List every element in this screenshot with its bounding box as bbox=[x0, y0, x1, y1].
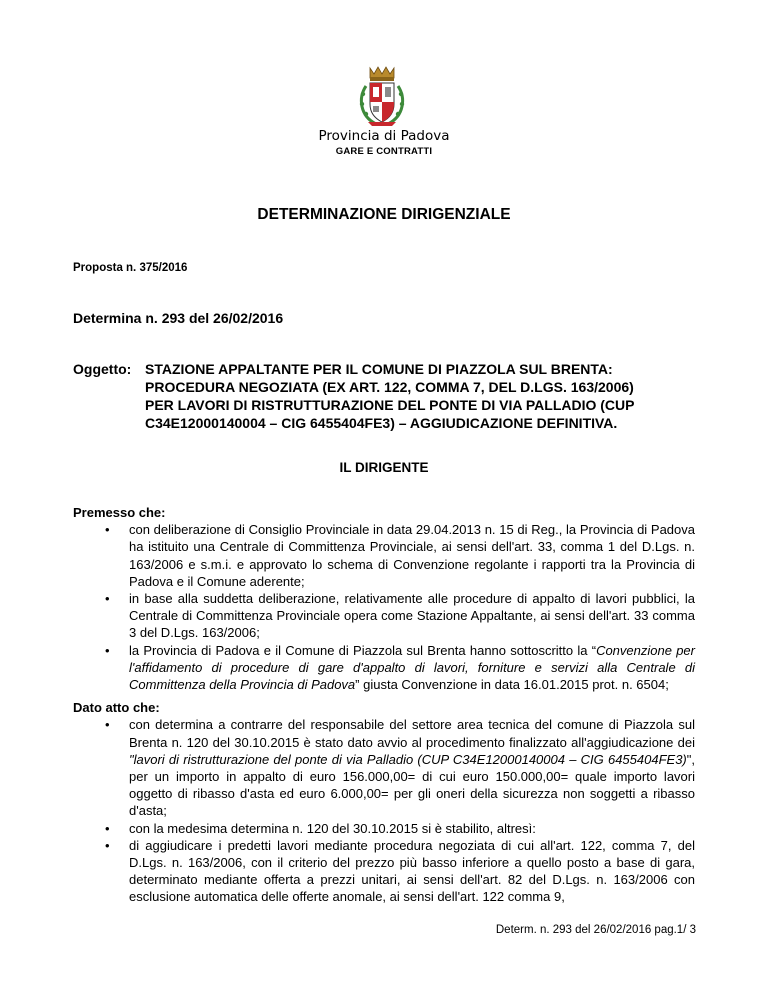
bullet-icon: • bbox=[105, 522, 110, 538]
list-item-text: in base alla suddetta deliberazione, relativamente alle procedure di appalto di lavori pubblici, la Centrale di Committenza Provinciale opera come Stazione Appaltante, ai sensi dell'art. 33 comma 3 del D.Lgs. 163/2006; bbox=[129, 591, 695, 641]
list-item-text: di aggiudicare i predetti lavori mediante procedura negoziata di cui all'art. 122, comma 7, del D.Lgs. n. 163/2006, con il criterio del prezzo più basso inferiore a quello posto a base di gara, determinato mediante offerta a prezzi unitari, ai sensi dell'art. 82 del D.Lgs. n. 163/2006 con esclusione automatica delle offerte anomale, ai sensi dell'art. 122 comma 9, bbox=[129, 837, 695, 905]
bullet-icon: • bbox=[105, 717, 110, 733]
convention-title: Convenzione per l'affidamento di procedure di gare d'appalto di lavori, forniture e servizi alla Centrale di Committenza della Provincia di Padova bbox=[129, 642, 695, 693]
list-item bbox=[73, 521, 695, 590]
list-item bbox=[73, 590, 695, 642]
organization-name: Provincia di Padova bbox=[318, 128, 450, 144]
list-item-text: la Provincia di Padova e il Comune di Piazzola sul Brenta hanno sottoscritto la “ bbox=[129, 642, 597, 658]
list-item-text: con determina a contrarre del responsabile del settore area tecnica del comune di Piazzola sul Brenta n. 120 del 30.10.2015 è stato dato avvio al procedimento finalizzato all'aggiudicazione dei bbox=[129, 717, 695, 750]
list-item-text: con la medesima determina n. 120 del 30.10.2015 si è stabilito, altresì: bbox=[129, 820, 536, 836]
dato-atto-list bbox=[73, 716, 695, 905]
subject-line: C34E12000140004 – CIG 6455404FE3) – AGGIUDICAZIONE DEFINITIVA. bbox=[145, 415, 618, 431]
list-item bbox=[73, 820, 695, 837]
bullet-icon: • bbox=[105, 642, 110, 658]
province-coat-of-arms-icon bbox=[352, 64, 412, 128]
subject-line: PROCEDURA NEGOZIATA (EX ART. 122, COMMA 7, DEL D.LGS. 163/2006) bbox=[145, 379, 634, 395]
dato-atto-label: Dato atto che: bbox=[73, 700, 160, 716]
list-item-text: ", per un importo in appalto di euro 156.000,00= di cui euro 150.000,00= quale importo lavori oggetto di ribasso d'asta ed euro 6.000,00= per gli oneri della sicurezza non soggetti a ribasso d'asta; bbox=[129, 751, 695, 819]
subject-line: STAZIONE APPALTANTE PER IL COMUNE DI PIAZZOLA SUL BRENTA: bbox=[145, 361, 613, 377]
document-title: DETERMINAZIONE DIRIGENZIALE bbox=[257, 206, 511, 223]
list-item-text: con deliberazione di Consiglio Provinciale in data 29.04.2013 n. 15 di Reg., la Provincia di Padova ha istituito una Centrale di Committenza Provinciale, ai sensi dell'art. 33, comma 1 del D.Lgs. n. 163/2006 e s.m.i. e approvato lo schema di Convenzione regolante i rapporti tra la Provincia di Padova e il Comune aderente; bbox=[129, 522, 695, 589]
premesso-label: Premesso che: bbox=[73, 505, 166, 520]
list-item bbox=[73, 642, 695, 694]
list-item-text: ” giusta Convenzione in data 16.01.2015 prot. n. 6504; bbox=[355, 677, 669, 693]
list-item bbox=[73, 837, 695, 906]
bullet-icon: • bbox=[105, 820, 110, 836]
proposal-number: Proposta n. 375/2016 bbox=[73, 262, 188, 274]
works-title: "lavori di ristrutturazione del ponte di via Palladio (CUP C34E12000140004 – CIG 6455404FE3) bbox=[129, 751, 687, 767]
subject-label: Oggetto: bbox=[73, 361, 132, 377]
document-body bbox=[73, 504, 695, 912]
subject-block bbox=[73, 360, 713, 432]
section-heading-dirigente: IL DIRIGENTE bbox=[339, 460, 429, 475]
subject-text bbox=[145, 360, 713, 432]
determination-number: Determina n. 293 del 26/02/2016 bbox=[73, 310, 284, 326]
bullet-icon: • bbox=[105, 591, 110, 607]
organization-department: GARE E CONTRATTI bbox=[335, 146, 433, 157]
subject-line: PER LAVORI DI RISTRUTTURAZIONE DEL PONTE DI VIA PALLADIO (CUP bbox=[145, 397, 635, 413]
bullet-icon: • bbox=[105, 837, 110, 853]
list-item bbox=[73, 716, 695, 819]
page-footer: Determ. n. 293 del 26/02/2016 pag.1/ 3 bbox=[495, 924, 696, 936]
premesso-list bbox=[73, 521, 695, 693]
